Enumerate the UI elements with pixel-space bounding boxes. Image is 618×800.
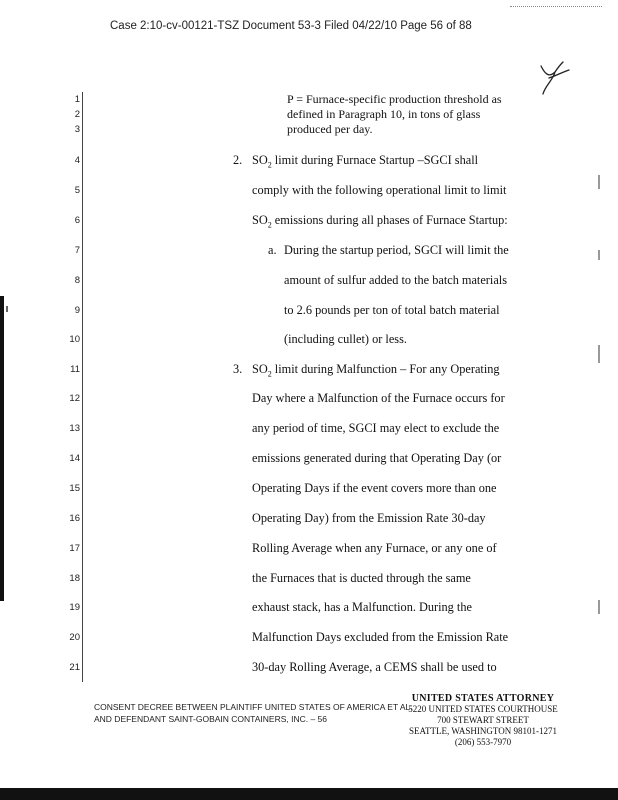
attorney-address-block [408, 693, 558, 748]
scan-bottom-edge [0, 788, 618, 800]
footer-caption [94, 701, 413, 725]
line-number: 19 [69, 602, 80, 613]
definition-line: defined in Paragraph 10, in tons of glass [287, 107, 481, 121]
line-number: 17 [69, 543, 80, 554]
body-line: the Furnaces that is ducted through the same [252, 571, 471, 585]
body-line: Rolling Average when any Furnace, or any one of [252, 541, 497, 555]
scan-left-edge [0, 296, 4, 601]
line-number: 21 [69, 662, 80, 673]
line-number: 15 [69, 483, 80, 494]
phone-number: (206) 553-7970 [454, 737, 512, 747]
case-header: Case 2:10-cv-00121-TSZ Document 53-3 Filed 04/22/10 Page 56 of 88 [110, 20, 472, 32]
scan-speck [598, 175, 600, 189]
body-line: (including cullet) or less. [284, 332, 407, 346]
line-number: 1 [74, 94, 80, 105]
scan-left-tick [6, 306, 8, 312]
address-line: 5220 UNITED STATES COURTHOUSE [408, 704, 558, 714]
body-line: any period of time, SGCI may elect to exclude the [252, 421, 500, 435]
line-number: 10 [69, 334, 80, 345]
line-number: 8 [74, 275, 80, 286]
line-number: 9 [74, 305, 80, 316]
margin-mark-text: Y [535, 60, 536, 61]
pleading-margin-rule [82, 92, 83, 682]
sub-item-letter: a. [268, 243, 277, 257]
footer-caption-line: CONSENT DECREE BETWEEN PLAINTIFF UNITED STATES OF AMERICA ET AL. [94, 702, 413, 712]
footer-caption-line: AND DEFENDANT SAINT-GOBAIN CONTAINERS, INC. – 56 [94, 714, 328, 724]
body-line: amount of sulfur added to the batch materials [284, 273, 507, 287]
body-line: $SO_2$ emissions during all phases of Furnace Startup: [252, 213, 508, 230]
definition-line: produced per day. [287, 122, 373, 136]
body-line: $SO_2$ limit during Furnace Startup –SGCI shall [252, 153, 479, 170]
line-number: 4 [74, 155, 80, 166]
body-line: During the startup period, SGCI will limit the [284, 243, 509, 257]
body-line: emissions generated during that Operating Day (or [252, 451, 502, 465]
item-number: 3. [233, 362, 243, 376]
line-number: 2 [74, 109, 80, 120]
body-line: exhaust stack, has a Malfunction. During the [252, 600, 472, 614]
body-line: comply with the following operational limit to limit [252, 183, 507, 197]
scan-speck [598, 600, 600, 614]
line-number: 6 [74, 215, 80, 226]
address-line: 700 STEWART STREET [437, 715, 529, 725]
address-line: SEATTLE, WASHINGTON 98101-1271 [409, 726, 557, 736]
definition-line: P = Furnace-specific production threshold as [287, 92, 502, 106]
scan-top-line [510, 6, 602, 7]
line-number: 13 [69, 423, 80, 434]
scan-speck [598, 250, 600, 260]
line-number: 7 [74, 245, 80, 256]
body-line: to 2.6 pounds per ton of total batch material [284, 303, 500, 317]
body-line: Operating Day) from the Emission Rate 30-day [252, 511, 486, 525]
line-number: 5 [74, 185, 80, 196]
line-number: 18 [69, 573, 80, 584]
body-line: Day where a Malfunction of the Furnace occurs for [252, 391, 505, 405]
scan-speck [598, 345, 600, 363]
body-line: Malfunction Days excluded from the Emission Rate [252, 630, 509, 644]
line-number: 11 [70, 364, 80, 375]
line-number: 12 [69, 393, 80, 404]
handwritten-mark-icon [535, 60, 575, 100]
line-number: 3 [74, 124, 80, 135]
body-line: $SO_2$ limit during Malfunction – For any Operating [252, 362, 500, 379]
line-number: 16 [69, 513, 80, 524]
attorney-office: UNITED STATES ATTORNEY [411, 693, 555, 704]
body-line: 30-day Rolling Average, a CEMS shall be used to [252, 660, 497, 674]
line-number: 14 [69, 453, 80, 464]
line-number: 20 [69, 632, 80, 643]
body-line: Operating Days if the event covers more than one [252, 481, 497, 495]
item-number: 2. [233, 153, 243, 167]
